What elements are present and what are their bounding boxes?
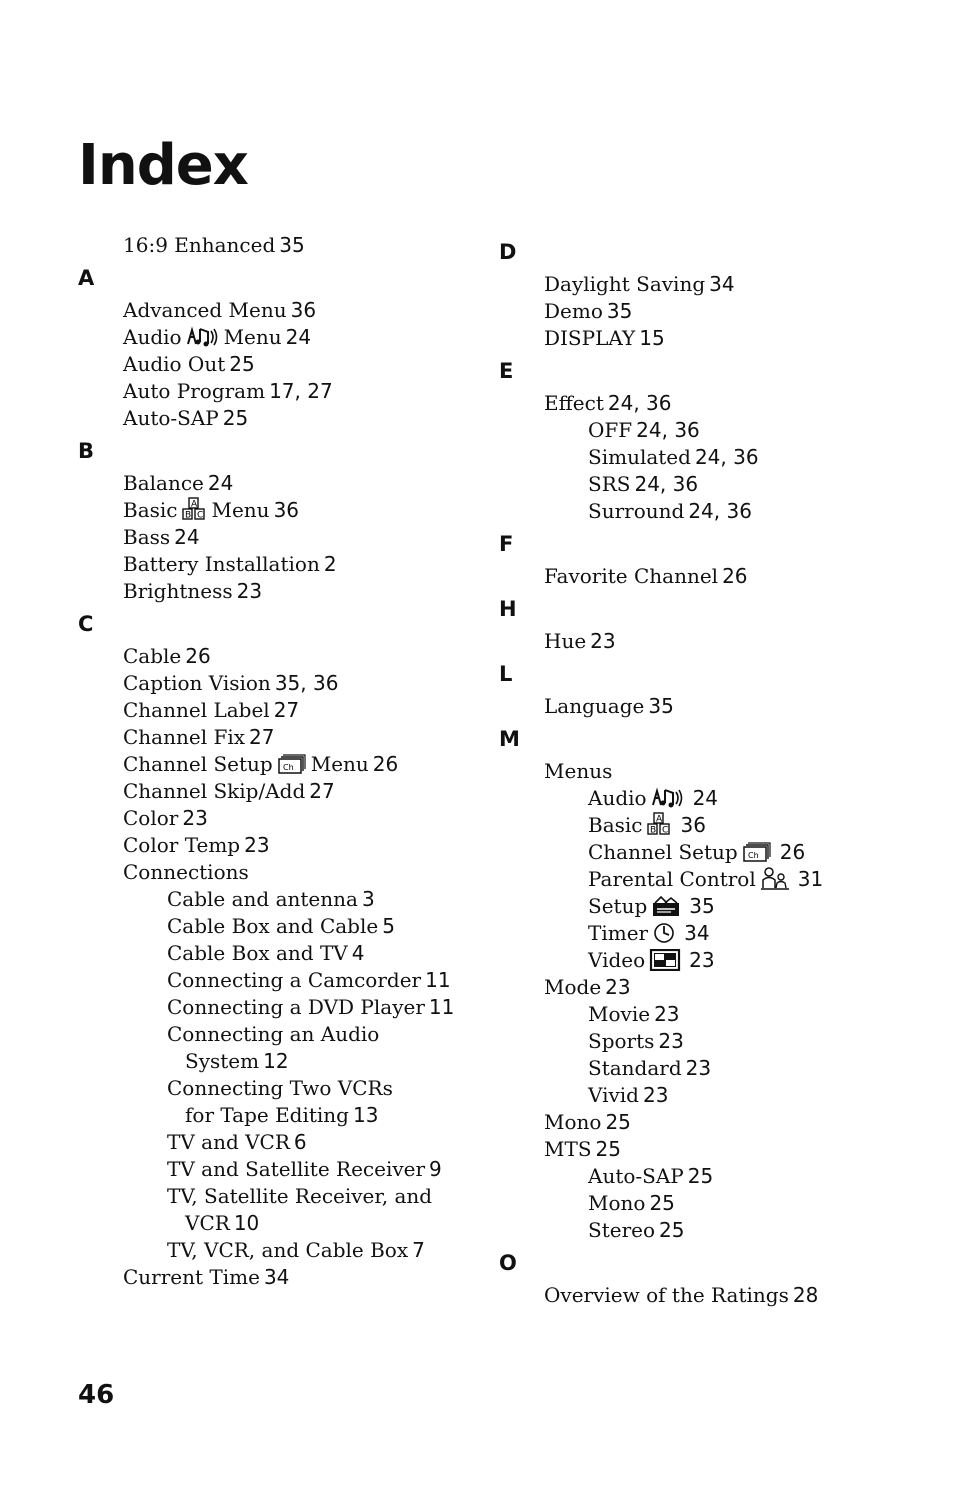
index-letter-heading: F [499,532,514,556]
index-entry [499,325,919,352]
index-page-ref: 15 [639,326,665,350]
index-letter-heading: M [499,727,520,751]
svg-text:B: B [650,825,657,836]
svg-text:A: A [656,814,663,825]
index-letter-heading: L [499,662,513,686]
index-term: Cable and antenna [167,887,358,911]
index-term: Caption Vision [123,671,271,695]
index-term-suffix: Menu [310,752,369,776]
index-term: OFF [588,418,633,442]
index-page-ref: 25 [222,406,249,430]
index-entry [78,1075,478,1102]
index-page-ref: 36 [273,498,300,522]
index-page-ref: 6 [293,1130,307,1154]
index-page-ref: 24, 36 [636,418,700,442]
index-page-ref: 26 [722,564,748,588]
index-page-ref: 31 [797,867,824,891]
index-entry [499,417,919,444]
index-entry [499,563,919,590]
index-page-ref: 23 [658,1029,684,1053]
index-page-ref: 3 [361,887,375,911]
svg-text:B: B [185,510,192,521]
index-page-ref: 25 [595,1137,621,1161]
index-entry [499,444,919,471]
index-column-right [499,233,919,1309]
index-term: Audio [123,325,182,349]
index-term: Effect [544,391,604,415]
page-number: 46 [78,1380,115,1410]
index-term: Audio Out [123,352,226,376]
index-entry [499,893,919,920]
index-page-ref: 34 [263,1265,290,1289]
index-term: Cable [123,644,182,668]
index-term: Color [123,806,179,830]
index-term: Channel Setup [588,840,738,864]
index-page-ref: 23 [244,833,270,857]
index-entry [499,785,919,812]
index-page-ref: 5 [382,914,395,938]
index-entry [78,578,478,605]
index-page-ref: 23 [182,806,208,830]
index-entry [499,1163,919,1190]
index-term: Connecting Two VCRs [167,1076,393,1100]
svg-text:A: A [191,499,198,510]
index-entry [499,628,919,655]
index-entry [499,471,919,498]
index-term: Channel Setup [123,752,273,776]
index-page-ref: 12 [263,1049,289,1073]
index-term: Demo [544,299,603,323]
index-entry [78,940,478,967]
index-entry [499,920,919,947]
index-entry [78,697,478,724]
index-entry [499,693,919,720]
index-term: Menus [544,759,613,783]
index-entry [499,1082,919,1109]
index-term: DISPLAY [544,326,636,350]
index-page-ref: 24 [285,325,312,349]
index-term: Parental Control [588,867,756,891]
index-entry [499,298,919,325]
index-letter-heading: C [78,612,94,636]
index-term: Advanced Menu [123,298,287,322]
index-entry [499,947,919,974]
index-entry [499,498,919,525]
index-entry [78,913,478,940]
index-term: TV and Satellite Receiver [167,1157,426,1181]
index-page-ref: 24, 36 [694,445,759,469]
index-term: Surround [588,499,685,523]
index-page-ref: 24 [692,786,719,810]
index-term: Bass [123,525,171,549]
index-page-ref: 24, 36 [688,499,752,523]
index-page-ref: 11 [425,968,451,992]
index-page-ref: 35 [279,233,305,257]
index-entry [78,805,478,832]
index-page-ref: 13 [352,1103,379,1127]
index-entry [78,232,478,259]
index-entry [78,497,478,524]
index-page-ref: 25 [659,1218,685,1242]
index-term: Overview of the Ratings [544,1283,789,1307]
index-entry [499,1055,919,1082]
index-entry [499,1190,919,1217]
index-entry [78,378,478,405]
index-term: Auto-SAP [588,1164,684,1188]
index-term: VCR [185,1211,230,1235]
index-entry [499,271,919,298]
index-entry [78,351,478,378]
index-entry [78,324,478,351]
index-term: 16:9 Enhanced [123,233,276,257]
index-entry [78,994,478,1021]
index-letter-heading: B [78,439,95,463]
index-term: Video [588,948,646,972]
index-term: Connecting an Audio [167,1022,380,1046]
index-term-suffix: Menu [211,498,270,522]
index-entry [78,1129,478,1156]
index-term: Simulated [588,445,691,469]
index-term: Standard [588,1056,682,1080]
index-term: Favorite Channel [544,564,719,588]
index-entry [499,1136,919,1163]
index-page-ref: 23 [590,629,616,653]
index-page-ref: 23 [643,1083,669,1107]
index-page-ref: 27 [273,698,300,722]
index-page-ref: 11 [428,995,455,1019]
index-entry [499,1028,919,1055]
index-page-ref: 24 [207,471,234,495]
index-column-left [78,232,478,1291]
index-entry [78,405,478,432]
index-page-ref: 25 [687,1164,714,1188]
index-entry [78,1183,478,1210]
svg-text:C: C [662,825,669,836]
index-term: Basic [588,813,643,837]
index-term: System [185,1049,260,1073]
index-page-ref: 2 [323,552,337,576]
index-term: SRS [588,472,631,496]
index-page-ref: 17, 27 [269,379,333,403]
index-entry [78,470,478,497]
index-term: Timer [588,921,649,945]
index-term: Brightness [123,579,233,603]
index-page-ref: 10 [233,1211,260,1235]
index-term: Mode [544,975,602,999]
index-letter-heading: A [78,266,95,290]
index-page-ref: 24 [174,525,200,549]
index-term: Mono [544,1110,602,1134]
index-page-ref: 24, 36 [634,472,699,496]
index-entry [78,524,478,551]
index-term: Daylight Saving [544,272,706,296]
index-entry [499,1282,919,1309]
index-entry [499,758,919,785]
page-title: Index [78,133,248,198]
index-term: Audio [588,786,647,810]
index-page-ref: 25 [605,1110,631,1134]
index-term: Cable Box and Cable [167,914,379,938]
index-term: Auto Program [123,379,266,403]
index-entry [78,1048,478,1075]
index-entry [499,974,919,1001]
svg-text:Ch: Ch [282,763,294,772]
index-page-ref: 28 [792,1283,819,1307]
index-entry [78,1156,478,1183]
index-term: Movie [588,1002,651,1026]
index-entry [78,643,478,670]
index-page-ref: 7 [412,1238,425,1262]
index-term: Color Temp [123,833,241,857]
index-page-ref: 25 [649,1191,675,1215]
index-page-ref: 23 [689,948,715,972]
index-term: MTS [544,1137,592,1161]
index-term: Connecting a Camcorder [167,968,422,992]
index-term: for Tape Editing [185,1103,349,1127]
index-term: Hue [544,629,587,653]
index-page-ref: 35 [648,694,674,718]
index-entry [499,390,919,417]
index-term: Battery Installation [123,552,320,576]
index-entry [78,751,478,778]
index-entry [78,778,478,805]
index-entry [78,1264,478,1291]
index-term: Channel Label [123,698,270,722]
index-page-ref: 35 [606,299,633,323]
parental-control-icon [760,866,790,897]
index-term: Current Time [123,1265,260,1289]
index-page-ref: 26 [185,644,211,668]
svg-text:Ch: Ch [747,851,759,860]
video-icon [649,949,681,978]
index-term: Language [544,694,645,718]
index-page-ref: 23 [685,1056,712,1080]
index-page-ref: 36 [290,298,317,322]
index-term: TV, Satellite Receiver, and [167,1184,433,1208]
index-term: TV and VCR [167,1130,290,1154]
index-term: Connecting a DVD Player [167,995,425,1019]
index-letter-heading: D [499,240,517,264]
index-letter-heading: E [499,359,514,383]
index-page-ref: 27 [249,725,275,749]
index-entry [78,551,478,578]
index-term-suffix: Menu [223,325,282,349]
index-term: Sports [588,1029,655,1053]
index-entry [78,1102,478,1129]
index-entry [78,967,478,994]
index-letter-heading: O [499,1251,517,1275]
index-page-ref: 34 [709,272,735,296]
index-page-ref: 4 [351,941,365,965]
index-term: TV, VCR, and Cable Box [167,1238,409,1262]
index-term: Setup [588,894,648,918]
index-term: Connections [123,860,249,884]
index-entry [499,812,919,839]
index-page-ref: 26 [372,752,399,776]
index-page-ref: 26 [779,840,806,864]
index-entry [499,866,919,893]
index-entry [78,724,478,751]
index-entry [499,1217,919,1244]
index-term: Channel Fix [123,725,246,749]
index-term: Balance [123,471,204,495]
index-letter-heading: H [499,597,517,621]
index-term: Auto-SAP [123,406,219,430]
index-term: Channel Skip/Add [123,779,306,803]
index-term: Mono [588,1191,646,1215]
index-term: Vivid [588,1083,639,1107]
index-term: Stereo [588,1218,656,1242]
index-entry [499,1109,919,1136]
index-entry [78,1237,478,1264]
index-page-ref: 27 [309,779,335,803]
index-entry [78,1210,478,1237]
index-entry [78,1021,478,1048]
index-entry [78,832,478,859]
index-entry [499,839,919,866]
index-entry [78,886,478,913]
index-page-ref: 35 [689,894,715,918]
svg-text:C: C [197,510,204,521]
index-term: Cable Box and TV [167,941,348,965]
index-page-ref: 23 [605,975,631,999]
index-term: Basic [123,498,178,522]
index-entry [78,670,478,697]
index-page-ref: 24, 36 [607,391,672,415]
index-page-ref: 34 [684,921,710,945]
index-page-ref: 25 [229,352,255,376]
index-page-ref: 36 [680,813,706,837]
index-entry [499,1001,919,1028]
index-entry [78,859,478,886]
index-entry [78,297,478,324]
index-page-ref: 9 [429,1157,442,1181]
index-page-ref: 23 [654,1002,680,1026]
index-page-ref: 35, 36 [274,671,339,695]
index-page-ref: 23 [236,579,263,603]
